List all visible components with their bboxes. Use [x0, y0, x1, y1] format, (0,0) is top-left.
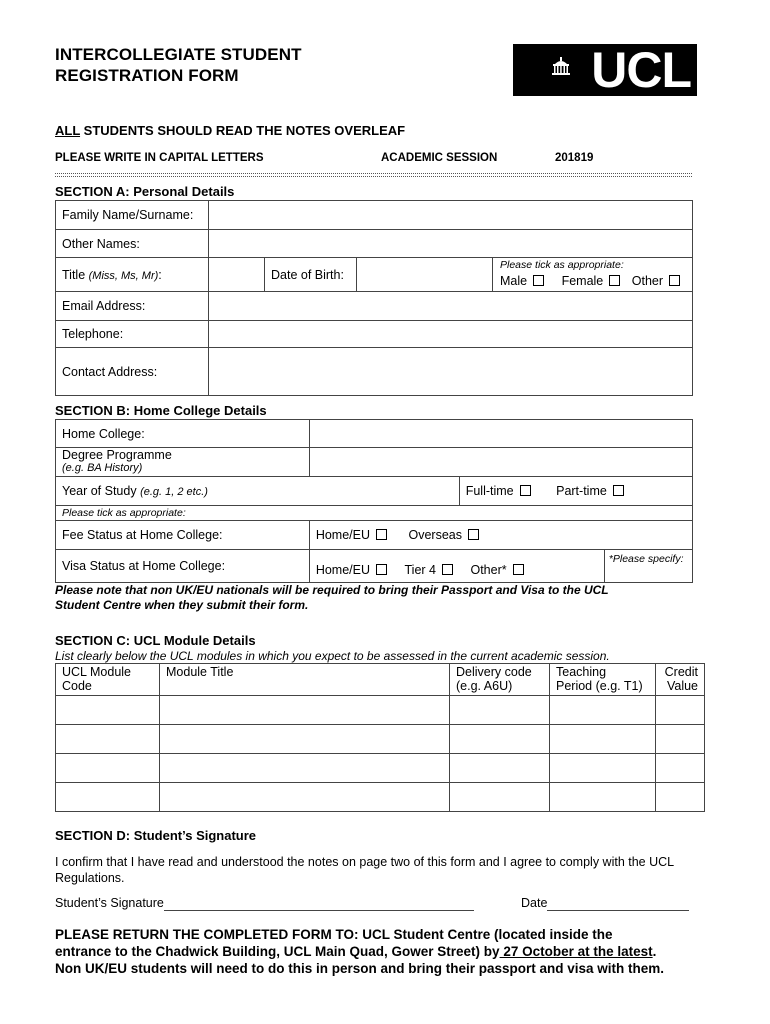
confirmation-text	[55, 854, 705, 886]
deadline: 27 October at the latest	[499, 944, 653, 959]
teaching-period-cell[interactable]	[550, 725, 656, 754]
module-row	[56, 754, 705, 783]
module-code-cell[interactable]	[56, 725, 160, 754]
col-teaching-period: Teaching Period (e.g. T1)	[550, 664, 656, 696]
visa-options-cell	[309, 550, 604, 583]
note-line1: Please note that non UK/EU nationals will be required to bring their Passport and Visa to the UCL	[55, 583, 609, 597]
header-divider-2	[55, 176, 692, 177]
note-line2: Student Centre when they submit their form.	[55, 598, 309, 612]
full-time-checkbox[interactable]	[520, 485, 531, 496]
col-delivery-code: Delivery code (e.g. A6U)	[450, 664, 550, 696]
telephone-label: Telephone:	[56, 321, 209, 348]
degree-hint: (e.g. BA History)	[62, 462, 143, 474]
contact-address-field[interactable]	[209, 348, 693, 396]
module-code-cell[interactable]	[56, 754, 160, 783]
delivery-code-cell[interactable]	[450, 725, 550, 754]
passport-visa-note	[55, 583, 695, 613]
module-code-cell[interactable]	[56, 696, 160, 725]
visa-status-label: Visa Status at Home College:	[56, 550, 310, 583]
logo-text: UCL	[591, 42, 691, 98]
year-hint: (e.g. 1, 2 etc.)	[140, 486, 208, 498]
confirmation-line1: I confirm that I have read and understood the notes on page two of this form and I agree to comply with the UCL	[55, 855, 675, 869]
home-college-field[interactable]	[309, 420, 692, 448]
section-c-heading: SECTION C: UCL Module Details	[55, 633, 256, 648]
family-name-label: Family Name/Surname:	[56, 201, 209, 230]
date-label: Date	[521, 896, 548, 910]
date-line[interactable]	[547, 898, 689, 911]
status-tick-hint: Please tick as appropriate:	[56, 506, 693, 521]
notice-prefix: ALL	[55, 123, 81, 138]
form-title	[55, 44, 302, 86]
other-names-field[interactable]	[209, 230, 693, 258]
section-b-heading: SECTION B: Home College Details	[55, 403, 267, 418]
capitals-instruction: PLEASE WRITE IN CAPITAL LETTERS	[55, 152, 264, 164]
visa-specify-hint: *Please specify:	[608, 553, 684, 565]
module-title-cell[interactable]	[160, 696, 450, 725]
other-names-label: Other Names:	[56, 230, 209, 258]
credit-value-cell[interactable]	[656, 696, 705, 725]
family-name-field[interactable]	[209, 201, 693, 230]
title-label: Title (Miss, Ms, Mr):	[56, 258, 209, 292]
tier4-checkbox[interactable]	[442, 564, 453, 575]
confirmation-line2: Regulations.	[55, 871, 125, 885]
email-field[interactable]	[209, 292, 693, 321]
module-instruction: List clearly below the UCL modules in which you expect to be assessed in the current academic session.	[55, 649, 610, 663]
notice-line	[55, 123, 405, 138]
form-title-line2: REGISTRATION FORM	[55, 66, 239, 85]
visa-home-eu-checkbox[interactable]	[376, 564, 387, 575]
teaching-period-cell[interactable]	[550, 754, 656, 783]
module-title-cell[interactable]	[160, 725, 450, 754]
visa-specify-field[interactable]	[604, 550, 692, 583]
col-credit-value: Credit Value	[656, 664, 705, 696]
other-gender-checkbox[interactable]	[669, 275, 680, 286]
home-college-table	[55, 419, 693, 583]
study-mode-cell	[459, 477, 692, 506]
signature-label: Student’s Signature	[55, 896, 164, 910]
fee-home-eu-checkbox[interactable]	[376, 529, 387, 540]
other-gender-label: Other	[631, 274, 664, 288]
telephone-field[interactable]	[209, 321, 693, 348]
credit-value-cell[interactable]	[656, 754, 705, 783]
module-row	[56, 696, 705, 725]
title-field[interactable]	[209, 258, 265, 292]
visa-other-label: Other*	[470, 563, 507, 577]
fee-status-label: Fee Status at Home College:	[56, 521, 310, 550]
module-row	[56, 725, 705, 754]
section-d-heading: SECTION D: Student’s Signature	[55, 828, 257, 843]
teaching-period-cell[interactable]	[550, 783, 656, 812]
degree-field[interactable]	[309, 448, 692, 477]
module-table	[55, 663, 705, 812]
fee-overseas-checkbox[interactable]	[468, 529, 479, 540]
personal-details-table	[55, 200, 693, 396]
delivery-code-cell[interactable]	[450, 754, 550, 783]
col-module-code: UCL Module Code	[56, 664, 160, 696]
title-hint: (Miss, Ms, Mr)	[88, 269, 159, 282]
return-line3: Non UK/EU students will need to do this in person and bring their passport and visa with them.	[55, 961, 665, 976]
credit-value-cell[interactable]	[656, 783, 705, 812]
credit-value-cell[interactable]	[656, 725, 705, 754]
module-code-cell[interactable]	[56, 783, 160, 812]
return-line2: entrance to the Chadwick Building, UCL Main Quad, Gower Street) by 27 October at the latest.	[55, 944, 657, 959]
fee-overseas-label: Overseas	[408, 528, 462, 542]
session-label: ACADEMIC SESSION	[381, 152, 498, 164]
module-title-cell[interactable]	[160, 783, 450, 812]
home-college-label: Home College:	[56, 420, 310, 448]
part-time-checkbox[interactable]	[613, 485, 624, 496]
degree-label: Degree Programme (e.g. BA History)	[56, 448, 310, 477]
session-value: 201819	[555, 152, 594, 164]
delivery-code-cell[interactable]	[450, 783, 550, 812]
contact-address-label: Contact Address:	[56, 348, 209, 396]
dob-label: Date of Birth:	[265, 258, 357, 292]
dob-field[interactable]	[357, 258, 493, 292]
gender-cell	[493, 258, 693, 292]
male-checkbox[interactable]	[533, 275, 544, 286]
tier4-label: Tier 4	[404, 563, 436, 577]
module-row	[56, 783, 705, 812]
gender-tick-hint: Please tick as appropriate:	[500, 259, 624, 271]
fee-home-eu-label: Home/EU	[315, 528, 371, 542]
year-of-study-label: Year of Study (e.g. 1, 2 etc.)	[56, 477, 460, 506]
header-divider	[55, 173, 692, 174]
col-module-title: Module Title	[160, 664, 450, 696]
fee-status-cell	[309, 521, 692, 550]
part-time-label: Part-time	[556, 484, 607, 498]
date-row	[521, 895, 689, 911]
signature-row	[55, 895, 474, 911]
male-label: Male	[500, 274, 528, 288]
form-title-line1: INTERCOLLEGIATE STUDENT	[55, 45, 302, 64]
delivery-code-cell[interactable]	[450, 696, 550, 725]
return-line1: PLEASE RETURN THE COMPLETED FORM TO: UCL Student Centre (located inside the	[55, 927, 613, 942]
section-a-heading: SECTION A: Personal Details	[55, 184, 235, 199]
ucl-logo	[513, 44, 697, 96]
email-label: Email Address:	[56, 292, 209, 321]
module-title-cell[interactable]	[160, 754, 450, 783]
notice-rest: STUDENTS SHOULD READ THE NOTES OVERLEAF	[80, 123, 406, 138]
female-checkbox[interactable]	[609, 275, 620, 286]
portico-icon	[551, 57, 571, 75]
female-label: Female	[561, 274, 604, 288]
signature-line[interactable]	[164, 898, 474, 911]
visa-home-eu-label: Home/EU	[315, 563, 371, 577]
return-instructions	[55, 926, 715, 977]
teaching-period-cell[interactable]	[550, 696, 656, 725]
full-time-label: Full-time	[465, 484, 514, 498]
visa-other-checkbox[interactable]	[513, 564, 524, 575]
